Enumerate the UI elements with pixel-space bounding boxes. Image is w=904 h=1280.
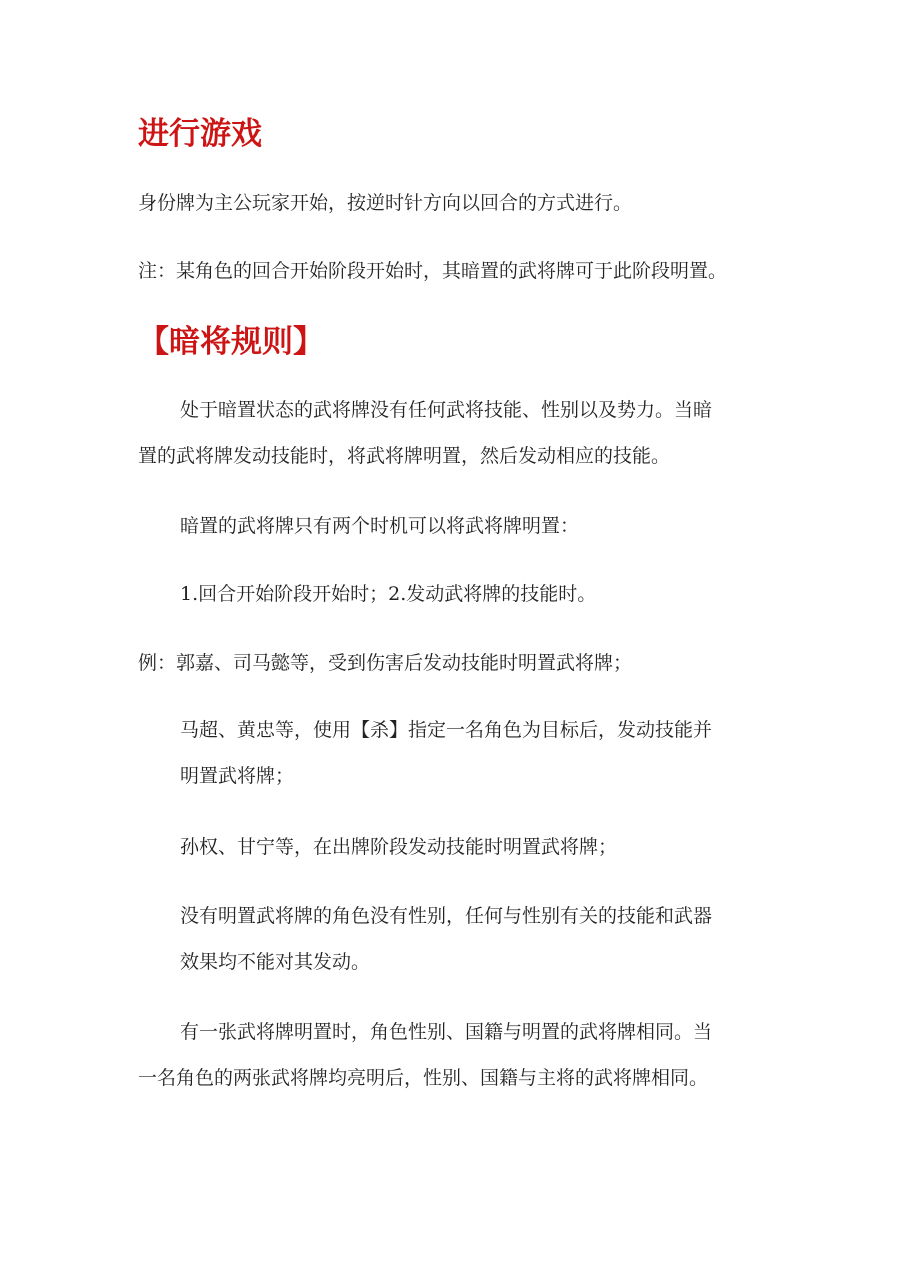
example-sunquan: 孙权、甘宁等，在出牌阶段发动技能时明置武将牌；: [180, 836, 618, 858]
paragraph-turn-order: 身份牌为主公玩家开始，按逆时针方向以回合的方式进行。: [138, 192, 633, 214]
paragraph-line: 马超、黄忠等，使用【杀】指定一名角色为目标后，发动技能并: [180, 719, 713, 741]
example-no-gender: [180, 907, 712, 972]
paragraph-note: 注：某角色的回合开始阶段开始时，其暗置的武将牌可于此阶段明置。: [138, 260, 728, 282]
paragraph-gender-nationality: [138, 1023, 712, 1088]
paragraph-line: 有一张武将牌明置时，角色性别、国籍与明置的武将牌相同。当: [180, 1021, 713, 1043]
example-machao: [180, 721, 712, 786]
section-heading-play-game: 进行游戏: [138, 116, 262, 152]
example-guojia: 例：郭嘉、司马懿等，受到伤害后发动技能时明置武将牌；: [138, 652, 633, 674]
paragraph-line: 明置武将牌；: [180, 765, 295, 787]
paragraph-two-timings: 暗置的武将牌只有两个时机可以将武将牌明置：: [180, 515, 580, 537]
paragraph-line: 一名角色的两张武将牌均亮明后，性别、国籍与主将的武将牌相同。: [138, 1067, 709, 1089]
paragraph-hidden-state: [138, 401, 712, 466]
paragraph-timing-list: 1.回合开始阶段开始时；2.发动武将牌的技能时。: [180, 583, 597, 605]
section-heading-hidden-general-rules: 【暗将规则】: [138, 324, 324, 360]
paragraph-line: 处于暗置状态的武将牌没有任何武将技能、性别以及势力。当暗: [180, 399, 713, 421]
paragraph-line: 没有明置武将牌的角色没有性别，任何与性别有关的技能和武器: [180, 905, 713, 927]
paragraph-line: 置的武将牌发动技能时，将武将牌明置，然后发动相应的技能。: [138, 445, 671, 467]
paragraph-line: 效果均不能对其发动。: [180, 951, 371, 973]
